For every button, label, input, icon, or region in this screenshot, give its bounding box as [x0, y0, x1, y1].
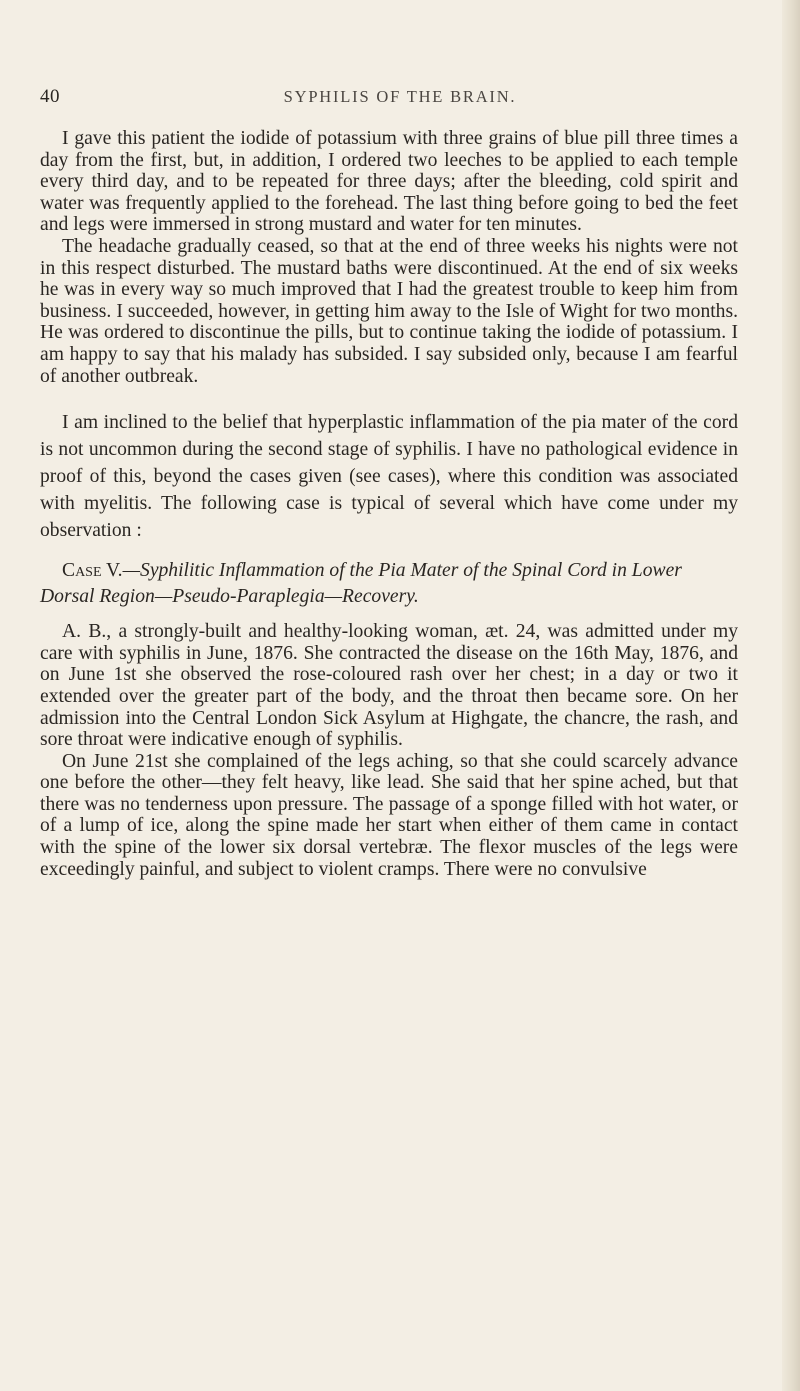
case-heading [40, 558, 738, 610]
paragraph: The headache gradually ceased, so that at the end of three weeks his nights were not in this respect disturbed. The mustard baths were discontinued. At the end of six weeks he was in every way so much improved that I had the greatest trouble to keep him from business. I succeeded, however, in getting him away to the Isle of Wight for two months. He was ordered to discontinue the pills, but to continue taking the iodide of potassium. I am happy to say that his malady has subsided. I say subsided only, because I am fearful of another outbreak. [40, 235, 738, 387]
paragraph: I am inclined to the belief that hyperplastic inflammation of the pia mater of the cord is not uncommon during the second stage of syphilis. I have no pathological evidence in proof of this, beyond the cases given (see cases), where this condition was associated with myelitis. The following case is typical of several which have come under my observation : [40, 412, 738, 542]
page-number: 40 [40, 86, 60, 107]
page-edge-shadow [782, 0, 800, 1391]
running-title: SYPHILIS OF THE BRAIN. [283, 87, 517, 106]
case-label: Case V. [62, 560, 123, 582]
body-text [40, 128, 738, 880]
page-header [0, 86, 800, 112]
paragraph: A. B., a strongly-built and healthy-looking woman, æt. 24, was admitted under my care with syphilis in June, 1876. She contracted the disease on the 16th May, 1876, and on June 1st she observed the rose-coloured rash over her chest; in a day or two it extended over the greater part of the body, and the throat then became sore. On her admission into the Central London Sick Asylum at Highgate, the chancre, the rash, and sore throat were indicative enough of syphilis. [40, 621, 738, 751]
paragraph: On June 21st she complained of the legs aching, so that she could scarcely advance one before the other—they felt heavy, like lead. She said that her spine ached, but that there was no tenderness upon pressure. The passage of a sponge filled with hot water, or of a lump of ice, along the spine made her start when either of them came in contact with the spine of the lower six dorsal vertebræ. The flexor muscles of the legs were exceedingly painful, and subject to violent cramps. There were no convulsive [40, 750, 738, 880]
case-title: —Syphilitic Inflammation of the Pia Mater of the Spinal Cord in Lower Dorsal Region—Pseudo-Paraplegia—Recovery. [40, 560, 682, 608]
paragraph: I gave this patient the iodide of potassium with three grains of blue pill three times a day from the first, but, in addition, I ordered two leeches to be applied to each temple every third day, and to be repeated for three days; after the bleeding, cold spirit and water was frequently applied to the forehead. The last thing before going to bed the feet and legs were immersed in strong mustard and water for ten minutes. [40, 128, 738, 236]
